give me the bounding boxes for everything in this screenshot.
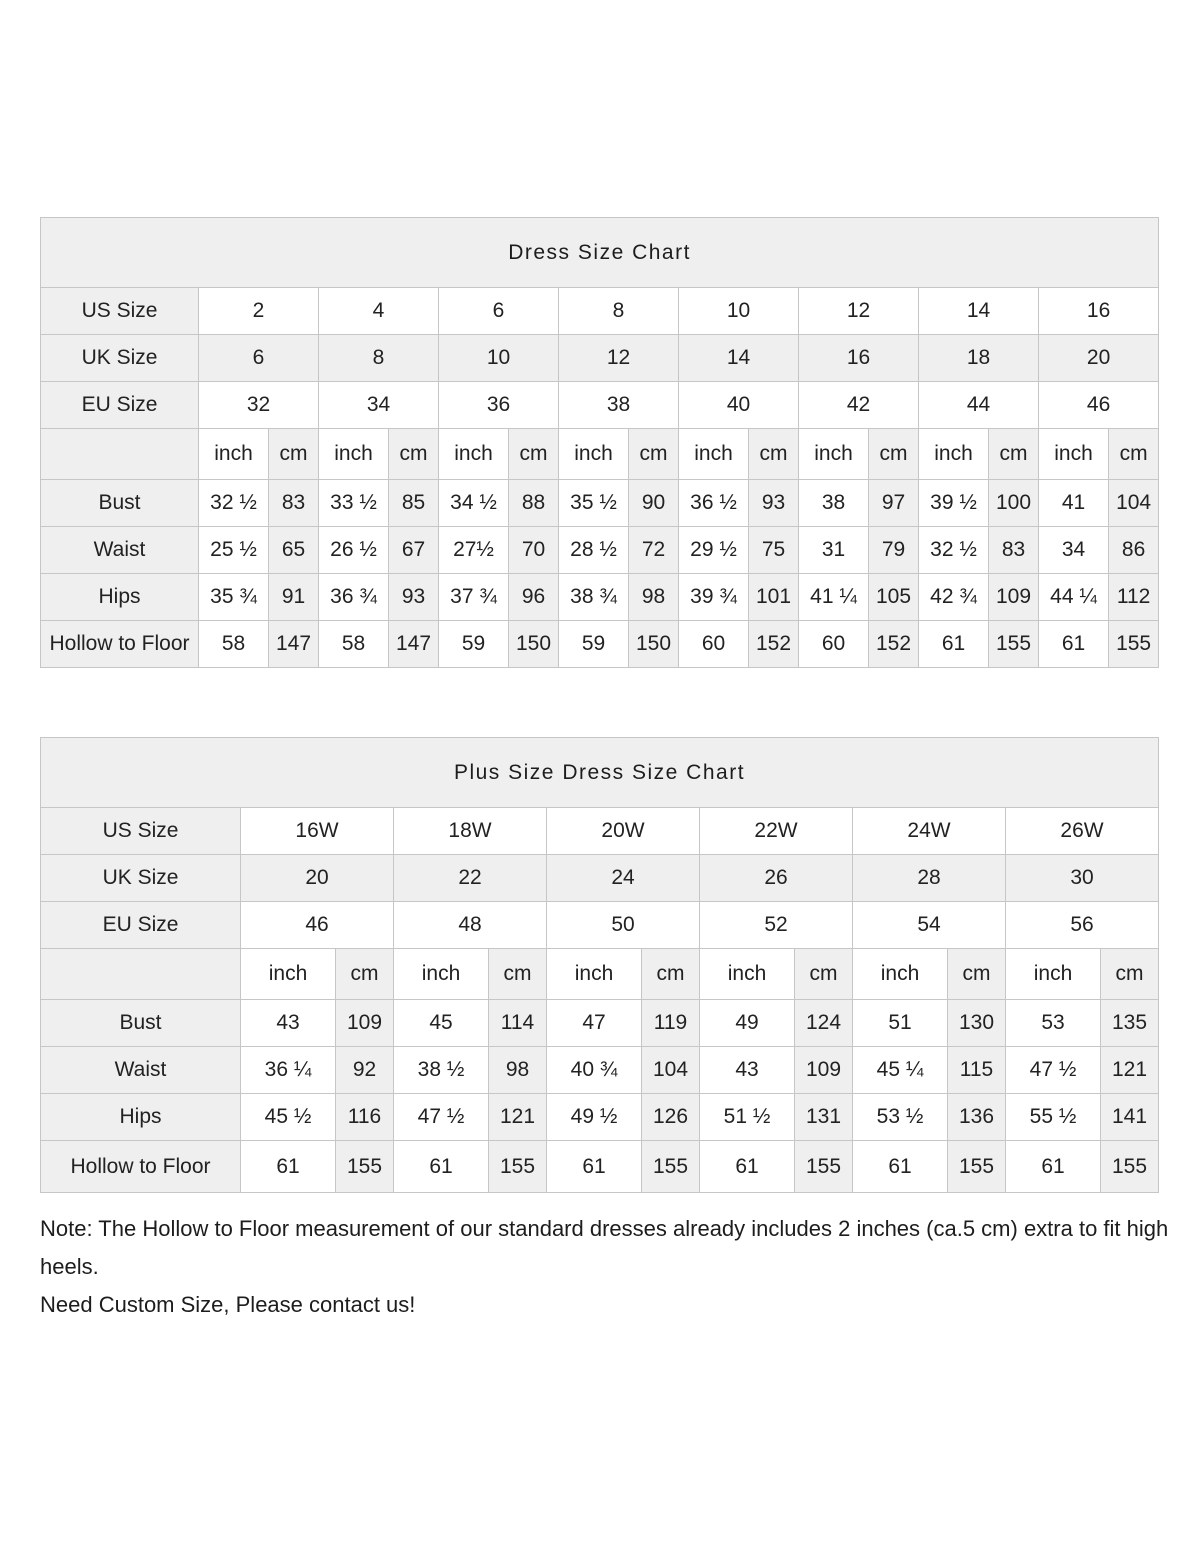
row-label: EU Size: [41, 382, 199, 429]
unit-cm-header: cm: [869, 429, 919, 480]
measurement-inch: 45 ½: [241, 1094, 336, 1141]
measurement-inch: 61: [394, 1141, 489, 1193]
size-value: 54: [853, 902, 1006, 949]
dress-size-chart: [40, 217, 1159, 668]
row-label: Hips: [41, 574, 199, 621]
measurement-cm: 147: [389, 621, 439, 668]
measurement-inch: 34: [1039, 527, 1109, 574]
size-value: 24: [547, 855, 700, 902]
size-value: 34: [319, 382, 439, 429]
unit-inch-header: inch: [547, 949, 642, 1000]
measurement-cm: 100: [989, 480, 1039, 527]
size-value: 20W: [547, 808, 700, 855]
measurement-cm: 126: [642, 1094, 700, 1141]
measurement-inch: 53: [1006, 1000, 1101, 1047]
measurement-inch: 42 ¾: [919, 574, 989, 621]
measurement-cm: 155: [795, 1141, 853, 1193]
measurement-cm: 96: [509, 574, 559, 621]
measurement-cm: 93: [389, 574, 439, 621]
measurement-inch: 47 ½: [394, 1094, 489, 1141]
measurement-inch: 61: [700, 1141, 795, 1193]
size-value: 14: [679, 335, 799, 382]
measurement-inch: 49 ½: [547, 1094, 642, 1141]
measurement-cm: 104: [642, 1047, 700, 1094]
measurement-inch: 26 ½: [319, 527, 389, 574]
size-value: 30: [1006, 855, 1159, 902]
measurement-cm: 150: [509, 621, 559, 668]
size-value: 22: [394, 855, 547, 902]
unit-cm-header: cm: [642, 949, 700, 1000]
size-value: 6: [439, 288, 559, 335]
measurement-row: [41, 480, 1159, 527]
standard-size-chart-container: [40, 217, 1159, 668]
size-value: 52: [700, 902, 853, 949]
measurement-inch: 36 ¾: [319, 574, 389, 621]
measurement-cm: 115: [948, 1047, 1006, 1094]
note-hollow-to-floor-text: Note: The Hollow to Floor measurement of our standard dresses already includes 2 inches (ca.5 cm) extra to fit high heels.: [40, 1216, 1169, 1279]
row-label: Waist: [41, 1047, 241, 1094]
row-label: Bust: [41, 1000, 241, 1047]
size-value: 18: [919, 335, 1039, 382]
row-label: US Size: [41, 288, 199, 335]
unit-inch-header: inch: [799, 429, 869, 480]
measurement-inch: 32 ½: [199, 480, 269, 527]
size-value: 40: [679, 382, 799, 429]
measurement-cm: 155: [489, 1141, 547, 1193]
measurement-cm: 116: [336, 1094, 394, 1141]
measurement-inch: 38 ¾: [559, 574, 629, 621]
measurement-inch: 35 ¾: [199, 574, 269, 621]
unit-inch-header: inch: [1006, 949, 1101, 1000]
row-label: EU Size: [41, 902, 241, 949]
table-title: Plus Size Dress Size Chart: [41, 738, 1159, 808]
unit-header-row: [41, 429, 1159, 480]
size-value: 2: [199, 288, 319, 335]
size-value: 24W: [853, 808, 1006, 855]
size-value: 16: [1039, 288, 1159, 335]
measurement-cm: 155: [948, 1141, 1006, 1193]
measurement-row: [41, 1000, 1159, 1047]
measurement-inch: 49: [700, 1000, 795, 1047]
measurement-row: [41, 1047, 1159, 1094]
measurement-cm: 85: [389, 480, 439, 527]
measurement-inch: 61: [853, 1141, 948, 1193]
measurement-cm: 91: [269, 574, 319, 621]
measurement-row: [41, 1141, 1159, 1193]
size-value: 26: [700, 855, 853, 902]
table-title-row: [41, 738, 1159, 808]
size-value: 16W: [241, 808, 394, 855]
measurement-inch: 59: [439, 621, 509, 668]
measurement-inch: 41: [1039, 480, 1109, 527]
size-value: 28: [853, 855, 1006, 902]
measurement-cm: 75: [749, 527, 799, 574]
unit-inch-header: inch: [394, 949, 489, 1000]
row-label: Bust: [41, 480, 199, 527]
measurement-cm: 67: [389, 527, 439, 574]
unit-cm-header: cm: [629, 429, 679, 480]
size-value: 38: [559, 382, 679, 429]
measurement-inch: 51 ½: [700, 1094, 795, 1141]
unit-cm-header: cm: [749, 429, 799, 480]
measurement-cm: 98: [489, 1047, 547, 1094]
size-value: 56: [1006, 902, 1159, 949]
measurement-cm: 88: [509, 480, 559, 527]
measurement-inch: 58: [199, 621, 269, 668]
measurement-row: [41, 621, 1159, 668]
measurement-cm: 109: [989, 574, 1039, 621]
measurement-inch: 47 ½: [1006, 1047, 1101, 1094]
measurement-inch: 45 ¼: [853, 1047, 948, 1094]
size-value: 22W: [700, 808, 853, 855]
measurement-row: [41, 1094, 1159, 1141]
measurement-inch: 35 ½: [559, 480, 629, 527]
measurement-inch: 44 ¼: [1039, 574, 1109, 621]
measurement-inch: 51: [853, 1000, 948, 1047]
row-label: Hollow to Floor: [41, 621, 199, 668]
unit-inch-header: inch: [853, 949, 948, 1000]
measurement-inch: 61: [1039, 621, 1109, 668]
size-value: 4: [319, 288, 439, 335]
measurement-cm: 155: [1101, 1141, 1159, 1193]
size-value: 12: [559, 335, 679, 382]
size-value: 6: [199, 335, 319, 382]
measurement-inch: 27½: [439, 527, 509, 574]
unit-inch-header: inch: [439, 429, 509, 480]
size-value: 48: [394, 902, 547, 949]
measurement-cm: 86: [1109, 527, 1159, 574]
unit-cm-header: cm: [948, 949, 1006, 1000]
unit-inch-header: inch: [679, 429, 749, 480]
row-label: UK Size: [41, 335, 199, 382]
measurement-inch: 43: [700, 1047, 795, 1094]
size-value: 26W: [1006, 808, 1159, 855]
size-row: [41, 382, 1159, 429]
size-row: [41, 902, 1159, 949]
row-label: Waist: [41, 527, 199, 574]
measurement-cm: 72: [629, 527, 679, 574]
measurement-inch: 41 ¼: [799, 574, 869, 621]
measurement-inch: 34 ½: [439, 480, 509, 527]
size-value: 16: [799, 335, 919, 382]
size-row: [41, 335, 1159, 382]
measurement-inch: 28 ½: [559, 527, 629, 574]
row-label: US Size: [41, 808, 241, 855]
table-title-row: [41, 218, 1159, 288]
size-row: [41, 855, 1159, 902]
measurement-inch: 37 ¾: [439, 574, 509, 621]
measurement-cm: 152: [869, 621, 919, 668]
measurement-row: [41, 527, 1159, 574]
measurement-inch: 61: [1006, 1141, 1101, 1193]
measurement-cm: 155: [989, 621, 1039, 668]
measurement-cm: 98: [629, 574, 679, 621]
unit-inch-header: inch: [700, 949, 795, 1000]
measurement-inch: 29 ½: [679, 527, 749, 574]
measurement-cm: 114: [489, 1000, 547, 1047]
size-value: 14: [919, 288, 1039, 335]
measurement-cm: 93: [749, 480, 799, 527]
unit-cm-header: cm: [1101, 949, 1159, 1000]
measurement-row: [41, 574, 1159, 621]
row-label: Hollow to Floor: [41, 1141, 241, 1193]
measurement-cm: 121: [1101, 1047, 1159, 1094]
size-value: 46: [1039, 382, 1159, 429]
unit-cm-header: cm: [795, 949, 853, 1000]
size-value: 44: [919, 382, 1039, 429]
size-value: 10: [679, 288, 799, 335]
measurement-cm: 136: [948, 1094, 1006, 1141]
size-value: 8: [319, 335, 439, 382]
measurement-cm: 65: [269, 527, 319, 574]
size-value: 8: [559, 288, 679, 335]
measurement-inch: 36 ¼: [241, 1047, 336, 1094]
size-value: 42: [799, 382, 919, 429]
measurement-cm: 141: [1101, 1094, 1159, 1141]
measurement-inch: 43: [241, 1000, 336, 1047]
size-value: 50: [547, 902, 700, 949]
measurement-cm: 152: [749, 621, 799, 668]
unit-inch-header: inch: [319, 429, 389, 480]
measurement-cm: 83: [989, 527, 1039, 574]
measurement-inch: 60: [679, 621, 749, 668]
measurement-inch: 25 ½: [199, 527, 269, 574]
measurement-cm: 124: [795, 1000, 853, 1047]
measurement-inch: 61: [547, 1141, 642, 1193]
unit-inch-header: inch: [919, 429, 989, 480]
measurement-inch: 39 ½: [919, 480, 989, 527]
size-value: 36: [439, 382, 559, 429]
measurement-cm: 130: [948, 1000, 1006, 1047]
measurement-inch: 60: [799, 621, 869, 668]
measurement-cm: 97: [869, 480, 919, 527]
measurement-inch: 47: [547, 1000, 642, 1047]
measurement-cm: 135: [1101, 1000, 1159, 1047]
unit-header-row: [41, 949, 1159, 1000]
unit-cm-header: cm: [489, 949, 547, 1000]
row-label: UK Size: [41, 855, 241, 902]
measurement-inch: 33 ½: [319, 480, 389, 527]
measurement-cm: 92: [336, 1047, 394, 1094]
measurement-cm: 147: [269, 621, 319, 668]
measurement-cm: 101: [749, 574, 799, 621]
unit-inch-header: inch: [559, 429, 629, 480]
measurement-cm: 83: [269, 480, 319, 527]
unit-inch-header: inch: [241, 949, 336, 1000]
size-value: 46: [241, 902, 394, 949]
measurement-cm: 112: [1109, 574, 1159, 621]
row-label: Hips: [41, 1094, 241, 1141]
size-value: 20: [241, 855, 394, 902]
size-row: [41, 288, 1159, 335]
unit-cm-header: cm: [1109, 429, 1159, 480]
unit-cm-header: cm: [989, 429, 1039, 480]
unit-inch-header: inch: [199, 429, 269, 480]
unit-cm-header: cm: [509, 429, 559, 480]
measurement-inch: 59: [559, 621, 629, 668]
measurement-cm: 155: [336, 1141, 394, 1193]
measurement-inch: 32 ½: [919, 527, 989, 574]
measurement-cm: 70: [509, 527, 559, 574]
measurement-inch: 55 ½: [1006, 1094, 1101, 1141]
measurement-inch: 38: [799, 480, 869, 527]
measurement-cm: 131: [795, 1094, 853, 1141]
measurement-inch: 40 ¾: [547, 1047, 642, 1094]
measurement-cm: 155: [642, 1141, 700, 1193]
plus-size-dress-size-chart: [40, 737, 1159, 1193]
measurement-inch: 61: [241, 1141, 336, 1193]
size-value: 20: [1039, 335, 1159, 382]
measurement-inch: 58: [319, 621, 389, 668]
table-title: Dress Size Chart: [41, 218, 1159, 288]
measurement-inch: 53 ½: [853, 1094, 948, 1141]
measurement-cm: 119: [642, 1000, 700, 1047]
measurement-inch: 31: [799, 527, 869, 574]
size-value: 10: [439, 335, 559, 382]
measurement-cm: 90: [629, 480, 679, 527]
measurement-cm: 121: [489, 1094, 547, 1141]
measurement-cm: 104: [1109, 480, 1159, 527]
measurement-inch: 38 ½: [394, 1047, 489, 1094]
note-custom-size-text: Need Custom Size, Please contact us!: [40, 1292, 416, 1317]
unit-row-spacer: [41, 949, 241, 1000]
measurement-cm: 79: [869, 527, 919, 574]
unit-cm-header: cm: [336, 949, 394, 1000]
size-row: [41, 808, 1159, 855]
size-value: 18W: [394, 808, 547, 855]
unit-inch-header: inch: [1039, 429, 1109, 480]
size-value: 32: [199, 382, 319, 429]
size-value: 12: [799, 288, 919, 335]
measurement-inch: 45: [394, 1000, 489, 1047]
plus-size-chart-container: [40, 737, 1159, 1193]
unit-row-spacer: [41, 429, 199, 480]
unit-cm-header: cm: [389, 429, 439, 480]
measurement-cm: 150: [629, 621, 679, 668]
note-block: [40, 1210, 1170, 1324]
measurement-cm: 109: [795, 1047, 853, 1094]
measurement-inch: 36 ½: [679, 480, 749, 527]
measurement-cm: 155: [1109, 621, 1159, 668]
measurement-cm: 109: [336, 1000, 394, 1047]
measurement-inch: 61: [919, 621, 989, 668]
unit-cm-header: cm: [269, 429, 319, 480]
measurement-cm: 105: [869, 574, 919, 621]
measurement-inch: 39 ¾: [679, 574, 749, 621]
